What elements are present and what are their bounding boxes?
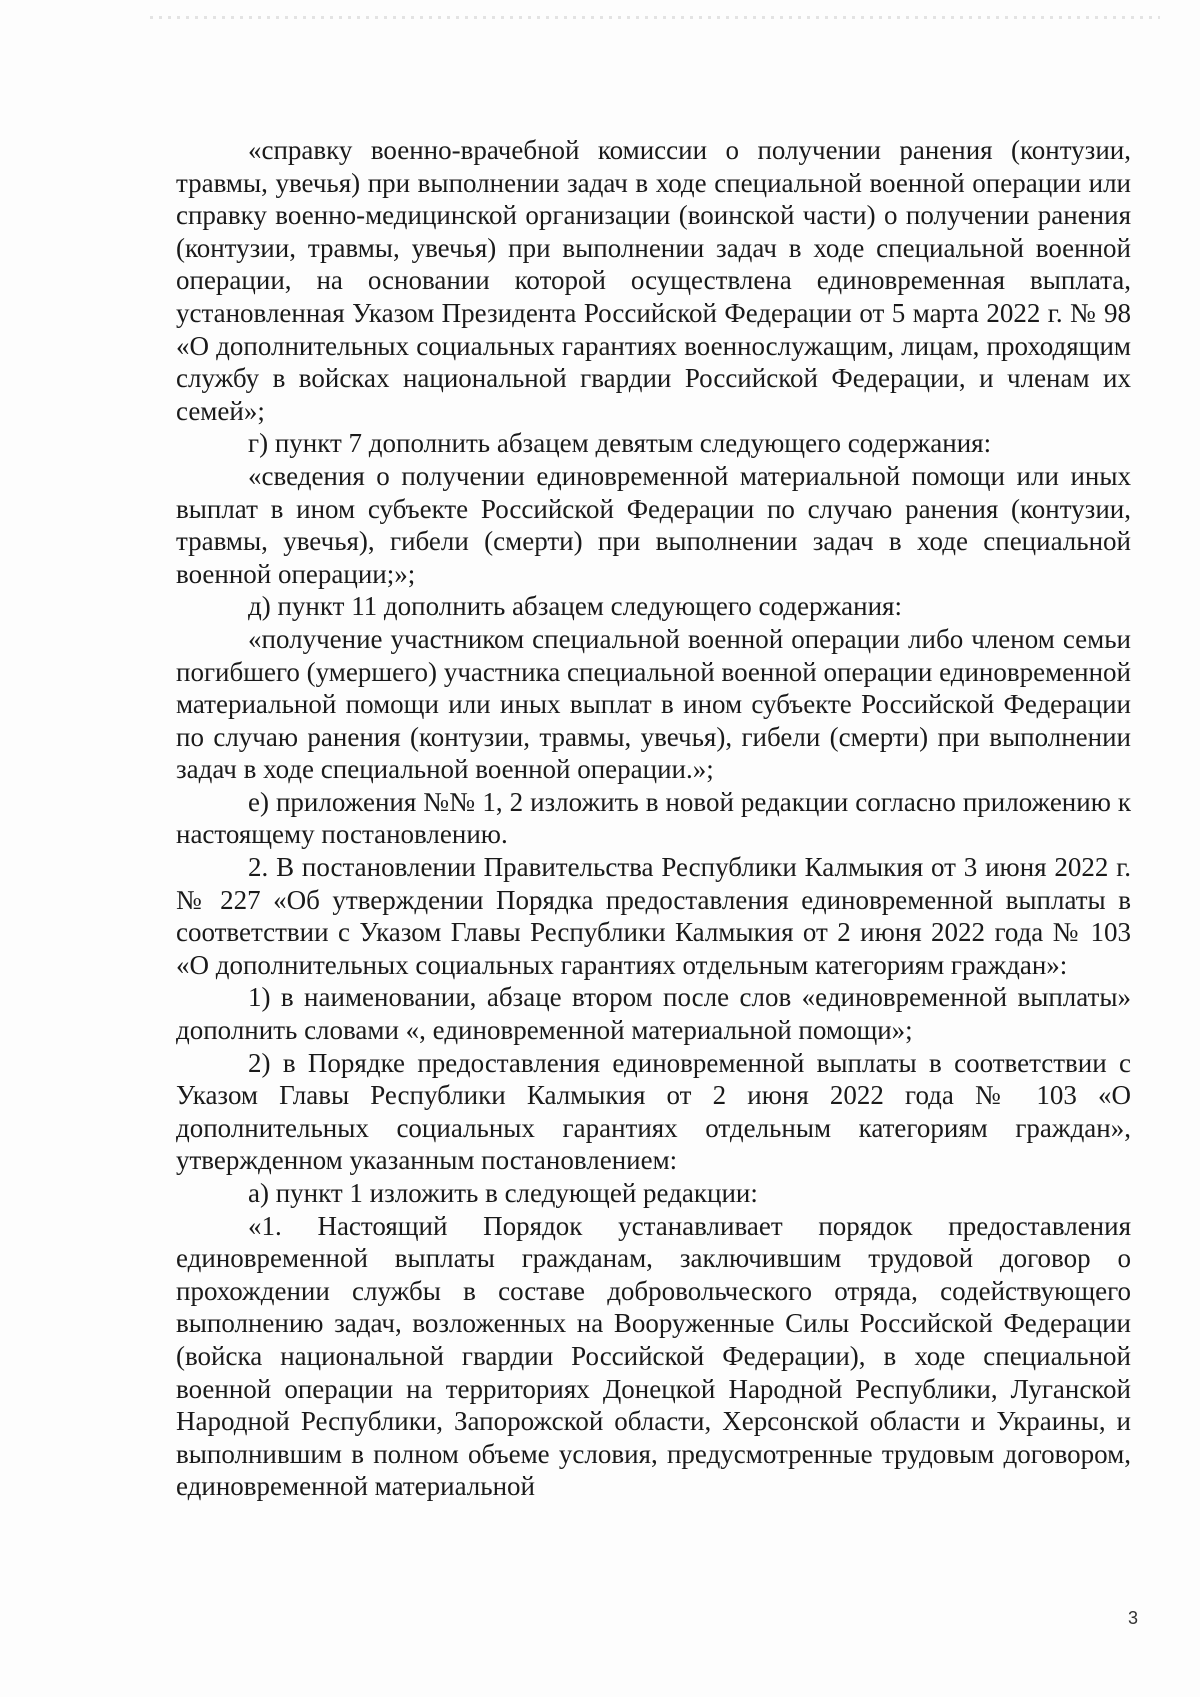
paragraph-item-d: д) пункт 11 дополнить абзацем следующего содержания: bbox=[248, 591, 902, 622]
paragraph-item-g: г) пункт 7 дополнить абзацем девятым следующего содержания: bbox=[248, 428, 992, 459]
paragraph-subitem-2: 2) в Порядке предоставления единовременной выплаты в соответствии с Указом Главы Республики Калмыкия от 2 июня 2022 года № 103 «О дополнительных социальных гарантиях отдельным категориям граждан», утвержденном указанным постановлением: bbox=[176, 1047, 1131, 1176]
paragraph-quote-receipt: «получение участником специальной военной операции либо членом семьи погибшего (умершего) участника специальной военной операции единовременной материальной помощи или иных выплат в ином субъекте Российской Федерации по случаю ранения (контузии, травмы, увечья), гибели (смерти) при выполнении задач в ходе специальной военной операции.»; bbox=[176, 623, 1131, 785]
paragraph-certificate-wound: «справку военно-врачебной комиссии о получении ранения (контузии, травмы, увечья) при выполнении задач в ходе специальной военной операции или справку военно-медицинской организации (воинской части) о получении ранения (контузии, травмы, увечья) при выполнении задач в ходе специальной военной операции, на основании которой осуществлена единовременная выплата, установленная Указом Президента Российской Федерации от 5 марта 2022 г. № 98 «О дополнительных социальных гарантиях военнослужащим, лицам, проходящим службу в войсках национальной гвардии Российской Федерации, и членам их семей»; bbox=[176, 135, 1131, 426]
paragraph-subitem-1: 1) в наименовании, абзаце втором после слов «единовременной выплаты» дополнить словами «, единовременной материальной помощи»; bbox=[176, 982, 1131, 1046]
paragraph-item-a: а) пункт 1 изложить в следующей редакции: bbox=[248, 1178, 758, 1208]
scan-artifact bbox=[150, 16, 1160, 19]
paragraph-section-2: 2. В постановлении Правительства Республики Калмыкия от 3 июня 2022 г. № 227 «Об утверждении Порядка предоставления единовременной выплаты в соответствии с Указом Главы Республики Калмыкия от 2 июня 2022 года № 103 «О дополнительных социальных гарантиях отдельным категориям граждан»: bbox=[176, 852, 1131, 980]
document-body bbox=[176, 134, 1131, 1503]
paragraph-quote-payments-info: «сведения о получении единовременной материальной помощи или иных выплат в ином субъекте Российской Федерации по случаю ранения (контузии, травмы, увечья), гибели (смерти) при выполнении задач в ходе специальной военной операции;»; bbox=[176, 460, 1131, 589]
paragraph-quote-procedure: «1. Настоящий Порядок устанавливает порядок предоставления единовременной выплаты гражданам, заключившим трудовой договор о прохождении службы в составе добровольческого отряда, содействующего выполнению задач, возложенных на Вооруженные Силы Российской Федерации (войска национальной гвардии Российской Федерации), в ходе специальной военной операции на территориях Донецкой Народной Республики, Луганской Народной Республики, Запорожской области, Херсонской области и Украины, и выполнившим в полном объеме условия, предусмотренные трудовым договором, единовременной материальной bbox=[176, 1210, 1131, 1502]
page-number: 3 bbox=[1127, 1608, 1138, 1628]
paragraph-item-e: е) приложения №№ 1, 2 изложить в новой редакции согласно приложению к настоящему постановлению. bbox=[176, 786, 1131, 850]
